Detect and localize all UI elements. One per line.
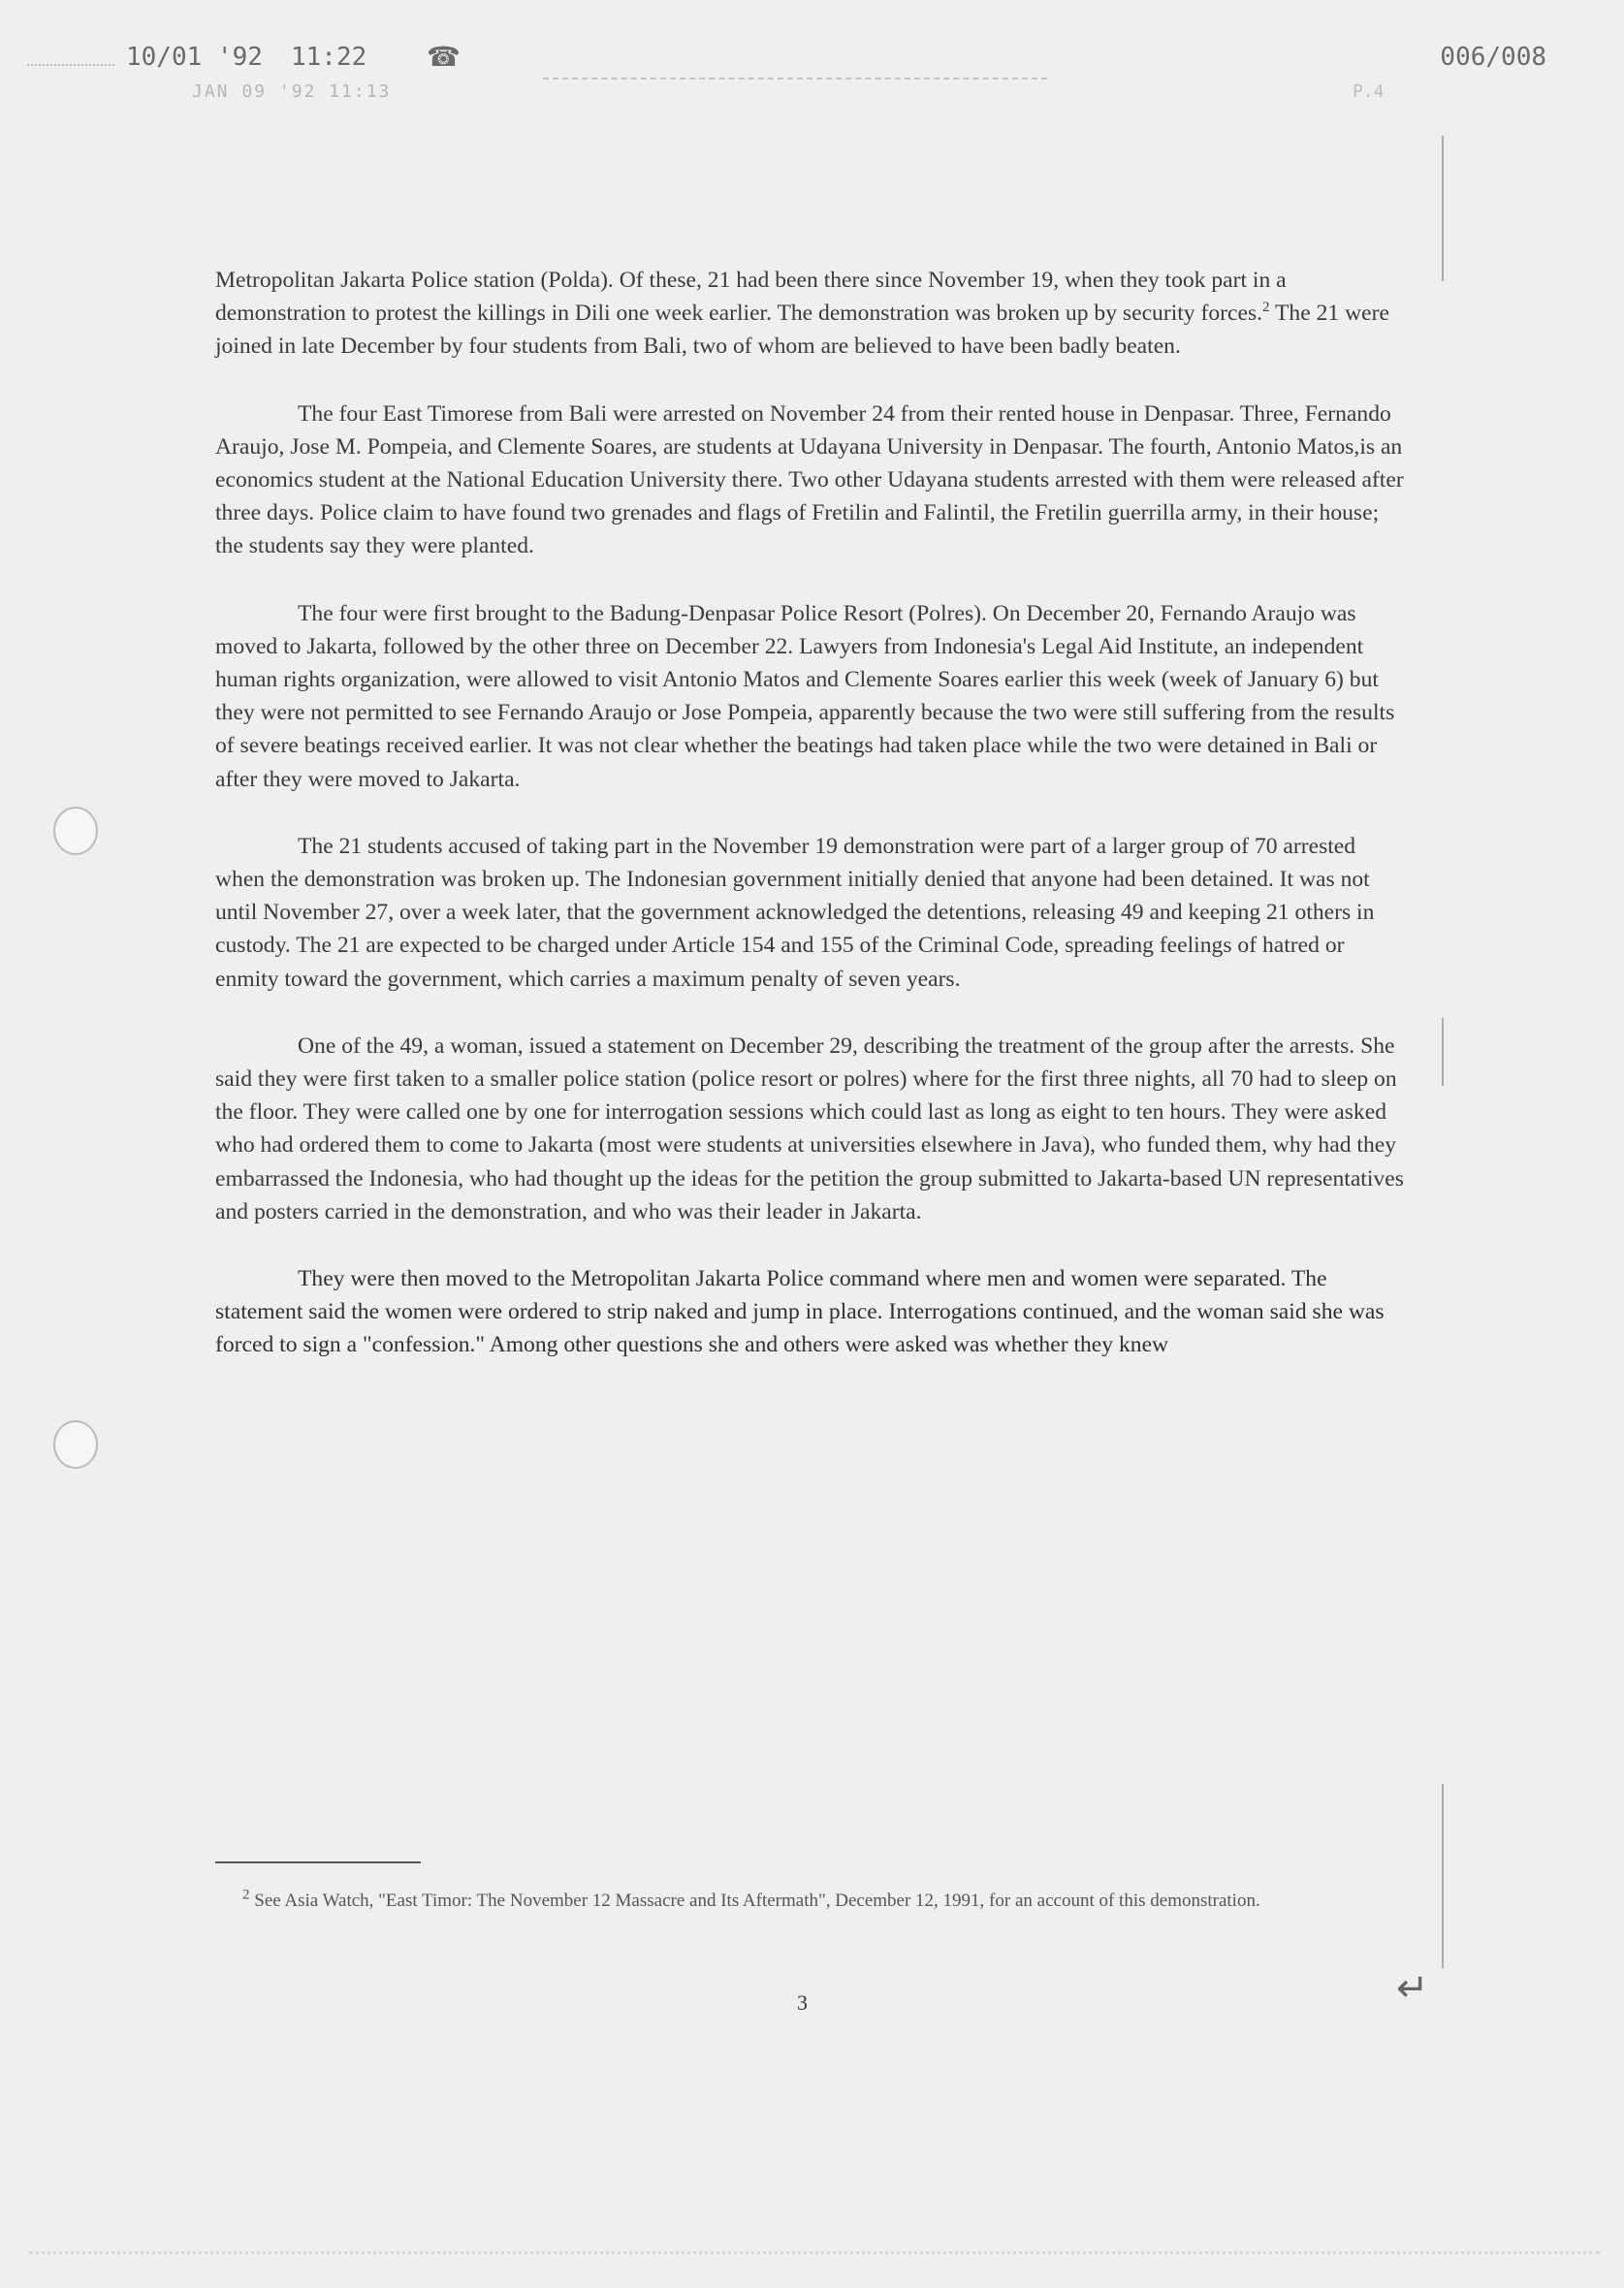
fax-page-count: 006/008 bbox=[1440, 43, 1546, 72]
fax-header bbox=[126, 43, 1546, 81]
paragraph-1 bbox=[215, 264, 1410, 364]
paragraph-3: The four were first brought to the Badung-Denpasar Police Resort (Polres). On December 20, Fernando Araujo was moved to Jakarta, followed by the other three on December 22. Lawyers from Indonesia's Legal Aid Institute, an independent human rights organization, were allowed to visit Antonio Matos and Clemente Soares earlier this week (week of January 6) but they were not permitted to see Fernando Araujo or Jose Pompeia, apparently because the two were still suffering from the results of severe beatings received earlier. It was not clear whether the beatings had taken place while the two were detained in Bali or after they were moved to Jakarta. bbox=[215, 600, 1395, 792]
header-noise bbox=[27, 64, 114, 95]
footnote bbox=[215, 1887, 1398, 1916]
margin-arrow-icon: ↵ bbox=[1396, 1966, 1429, 2011]
fax-subheader: JAN 09 '92 11:13 bbox=[192, 81, 392, 102]
fax-time: 11:22 bbox=[291, 43, 367, 72]
paragraph-1-text-continued: The 21 were joined in late December by four students from Bali, two of whom are believed to have been badly beaten. bbox=[215, 301, 1389, 360]
fax-subheader-right: P.4 bbox=[1353, 81, 1385, 102]
paragraph-1-text: Metropolitan Jakarta Police station (Polda). Of these, 21 had been there since November 19, when they took part in a demonstration to protest the killings in Dili one week earlier. The demonstration was broken up by security forces. bbox=[215, 268, 1287, 327]
hole-punch-bottom bbox=[53, 1420, 98, 1469]
fax-date: 10/01 '92 bbox=[126, 43, 263, 72]
margin-mark-1 bbox=[1442, 136, 1444, 281]
margin-mark-2 bbox=[1442, 1018, 1444, 1086]
page-number: 3 bbox=[797, 1990, 808, 2015]
document-body bbox=[215, 264, 1410, 1396]
paragraph-5: One of the 49, a woman, issued a statement on December 29, describing the treatment of the group after the arrests. She said they were first taken to a smaller police station (police resort or polres) where for the first three nights, all 70 had to sleep on the floor. They were called one by one for interrogation sessions which could last as long as eight to ten hours. They were asked who had ordered them to come to Jakarta (most were students at universities elsewhere in Java), who funded them, why had they embarrassed the Indonesia, who had thought up the ideas for the petition the group submitted to Jakarta-based UN representatives and posters carried in the demonstration, and who was their leader in Jakarta. bbox=[215, 1033, 1404, 1224]
bottom-scan-noise bbox=[29, 2251, 1600, 2254]
footnote-mark: 2 bbox=[242, 1887, 250, 1903]
margin-mark-3 bbox=[1442, 1784, 1444, 1968]
hole-punch-top bbox=[53, 807, 98, 855]
footnote-text: See Asia Watch, "East Timor: The November 12 Massacre and Its Aftermath", December 12, 1991, for an account of this demonstration. bbox=[249, 1891, 1260, 1911]
phone-icon: ☎ bbox=[427, 41, 461, 73]
footnote-separator bbox=[215, 1861, 421, 1863]
paragraph-4: The 21 students accused of taking part in the November 19 demonstration were part of a larger group of 70 arrested when the demonstration was broken up. The Indonesian government initially denied that anyone had been detained. It was not until November 27, over a week later, that the government acknowledged the detentions, releasing 49 and keeping 21 others in custody. The 21 are expected to be charged under Article 154 and 155 of the Criminal Code, spreading feelings of hatred or enmity toward the government, which carries a maximum penalty of seven years. bbox=[215, 833, 1375, 992]
paragraph-2: The four East Timorese from Bali were arrested on November 24 from their rented house in Denpasar. Three, Fernando Araujo, Jose M. Pompeia, and Clemente Soares, are students at Udayana University in Denpasar. The fourth, Antonio Matos,is an economics student at the National Education University there. Two other Udayana students arrested with them were released after three days. Police claim to have found two grenades and flags of Fretilin and Falintil, the Fretilin guerrilla army, in their house; the students say they were planted. bbox=[215, 400, 1404, 559]
paragraph-6: They were then moved to the Metropolitan Jakarta Police command where men and women were separated. The statement said the women were ordered to strip naked and jump in place. Interrogations continued, and the woman said she was forced to sign a "confession." Among other questions she and others were asked was whether they knew bbox=[215, 1266, 1385, 1358]
footnote-reference: 2 bbox=[1262, 300, 1270, 316]
